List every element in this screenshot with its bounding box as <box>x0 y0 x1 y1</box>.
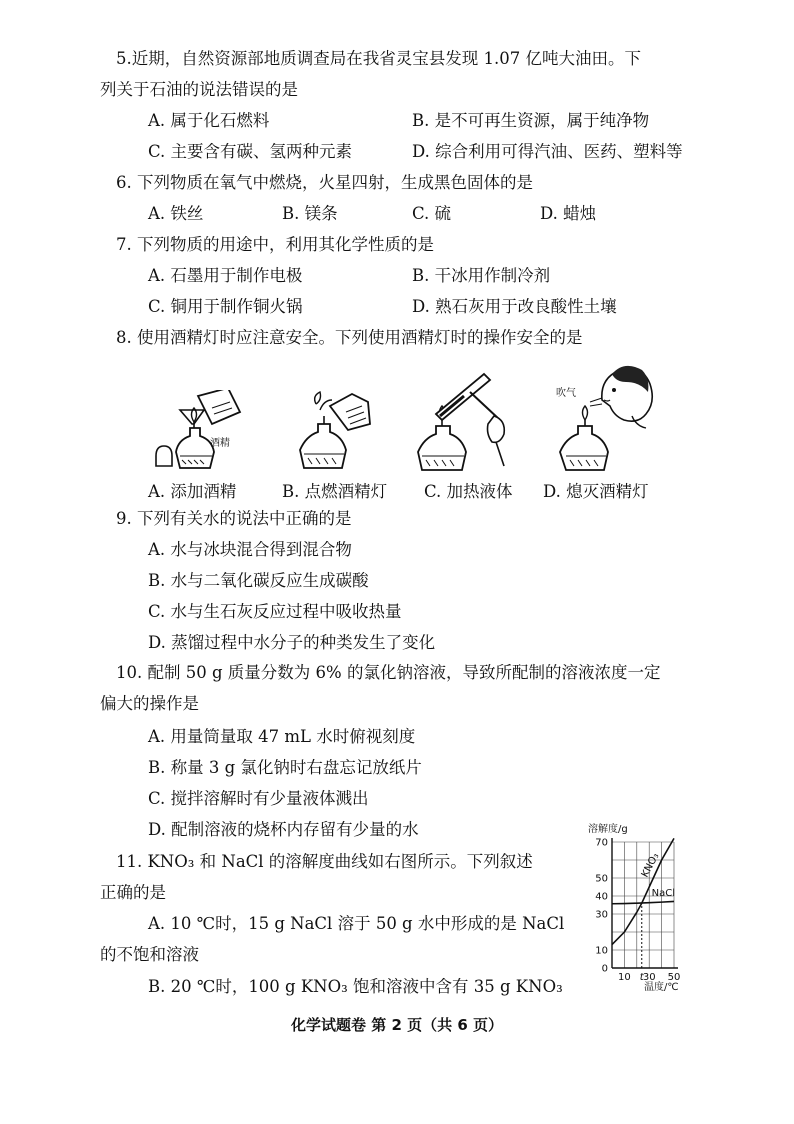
q10-stem-line2: 偏大的操作是 <box>100 694 199 713</box>
q11-stem-line2: 正确的是 <box>100 883 166 902</box>
q9-option-c: C. 水与生石灰反应过程中吸收热量 <box>148 602 402 621</box>
x-tick-label: 50 <box>667 972 681 983</box>
q8-stem: 8. 使用酒精灯时应注意安全。下列使用酒精灯时的操作安全的是 <box>116 328 583 347</box>
q8-option-a: A. 添加酒精 <box>148 482 237 501</box>
x-tick-label: 30 <box>642 972 656 983</box>
page-footer: 化学试题卷 第 2 页（共 6 页） <box>291 1016 503 1034</box>
q6-option-b: B. 镁条 <box>282 204 338 223</box>
series-kno3-label: KNO₃ <box>639 851 662 880</box>
q6-option-a: A. 铁丝 <box>148 204 204 223</box>
x-tick-label: t <box>639 972 644 983</box>
figure-heat-liquid <box>414 370 524 474</box>
q8-option-d: D. 熄灭酒精灯 <box>543 482 649 501</box>
q7-option-b: B. 干冰用作制冷剂 <box>412 266 551 285</box>
q6-stem: 6. 下列物质在氧气中燃烧，火星四射，生成黑色固体的是 <box>116 173 533 192</box>
chart-grid <box>612 842 674 968</box>
q10-option-c: C. 搅拌溶解时有少量液体溅出 <box>148 789 369 808</box>
q5-option-b: B. 是不可再生资源，属于纯净物 <box>412 111 650 130</box>
solubility-chart <box>580 818 690 996</box>
chart-x-axis-label: 温度/℃ <box>644 982 679 993</box>
q6-option-d: D. 蜡烛 <box>540 204 597 223</box>
q5-stem-line1: 5.近期，自然资源部地质调查局在我省灵宝县发现 1.07 亿吨大油田。下 <box>116 49 641 68</box>
q11-stem-line1: 11. KNO₃ 和 NaCl 的溶解度曲线如右图所示。下列叙述 <box>116 852 533 871</box>
q8-option-c: C. 加热液体 <box>424 482 513 501</box>
chart-y-axis-label: 溶解度/g <box>588 824 628 835</box>
y-tick-label: 30 <box>595 909 608 921</box>
q9-option-a: A. 水与冰块混合得到混合物 <box>148 540 352 559</box>
q9-option-b: B. 水与二氧化碳反应生成碳酸 <box>148 571 369 590</box>
q10-option-a: A. 用量筒量取 47 mL 水时俯视刻度 <box>148 727 416 746</box>
q10-option-d: D. 配制溶液的烧杯内存留有少量的水 <box>148 820 419 839</box>
q11-option-a-line2: 的不饱和溶液 <box>100 945 199 964</box>
figure-add-alcohol <box>150 390 250 474</box>
series-nacl-label: NaCl <box>651 888 676 899</box>
q7-option-d: D. 熟石灰用于改良酸性土壤 <box>412 297 617 316</box>
y-tick-label: 40 <box>595 891 608 903</box>
q5-option-a: A. 属于化石燃料 <box>148 111 270 130</box>
q5-option-c: C. 主要含有碳、氢两种元素 <box>148 142 353 161</box>
q10-stem-line1: 10. 配制 50 g 质量分数为 6% 的氯化钠溶液，导致所配制的溶液浓度一定 <box>116 663 661 682</box>
q8-option-b: B. 点燃酒精灯 <box>282 482 388 501</box>
q9-option-d: D. 蒸馏过程中水分子的种类发生了变化 <box>148 633 436 652</box>
figure-extinguish-lamp <box>540 358 660 474</box>
label-alcohol: 酒精 <box>210 438 230 449</box>
label-blow: 吹气 <box>556 388 576 399</box>
q10-option-b: B. 称量 3 g 氯化钠时右盘忘记放纸片 <box>148 758 422 777</box>
q11-option-b: B. 20 ℃时，100 g KNO₃ 饱和溶液中含有 35 g KNO₃ <box>148 977 563 996</box>
q9-stem: 9. 下列有关水的说法中正确的是 <box>116 509 352 528</box>
chart-y-ticks <box>595 838 608 975</box>
chart-series <box>612 838 675 968</box>
figure-light-lamp <box>290 388 380 474</box>
q7-stem: 7. 下列物质的用途中，利用其化学性质的是 <box>116 235 434 254</box>
q5-option-d: D. 综合利用可得汽油、医药、塑料等 <box>412 142 683 161</box>
y-tick-label: 0 <box>601 963 608 975</box>
y-tick-label: 50 <box>595 873 608 885</box>
q5-stem-line2: 列关于石油的说法错误的是 <box>100 80 298 99</box>
q7-option-c: C. 铜用于制作铜火锅 <box>148 297 303 316</box>
y-tick-label: 10 <box>595 945 608 957</box>
x-tick-label: 10 <box>618 972 631 983</box>
q7-option-a: A. 石墨用于制作电极 <box>148 266 303 285</box>
y-tick-label: 70 <box>595 837 608 849</box>
q11-option-a-line1: A. 10 ℃时，15 g NaCl 溶于 50 g 水中形成的是 NaCl <box>148 914 565 933</box>
q6-option-c: C. 硫 <box>412 204 452 223</box>
